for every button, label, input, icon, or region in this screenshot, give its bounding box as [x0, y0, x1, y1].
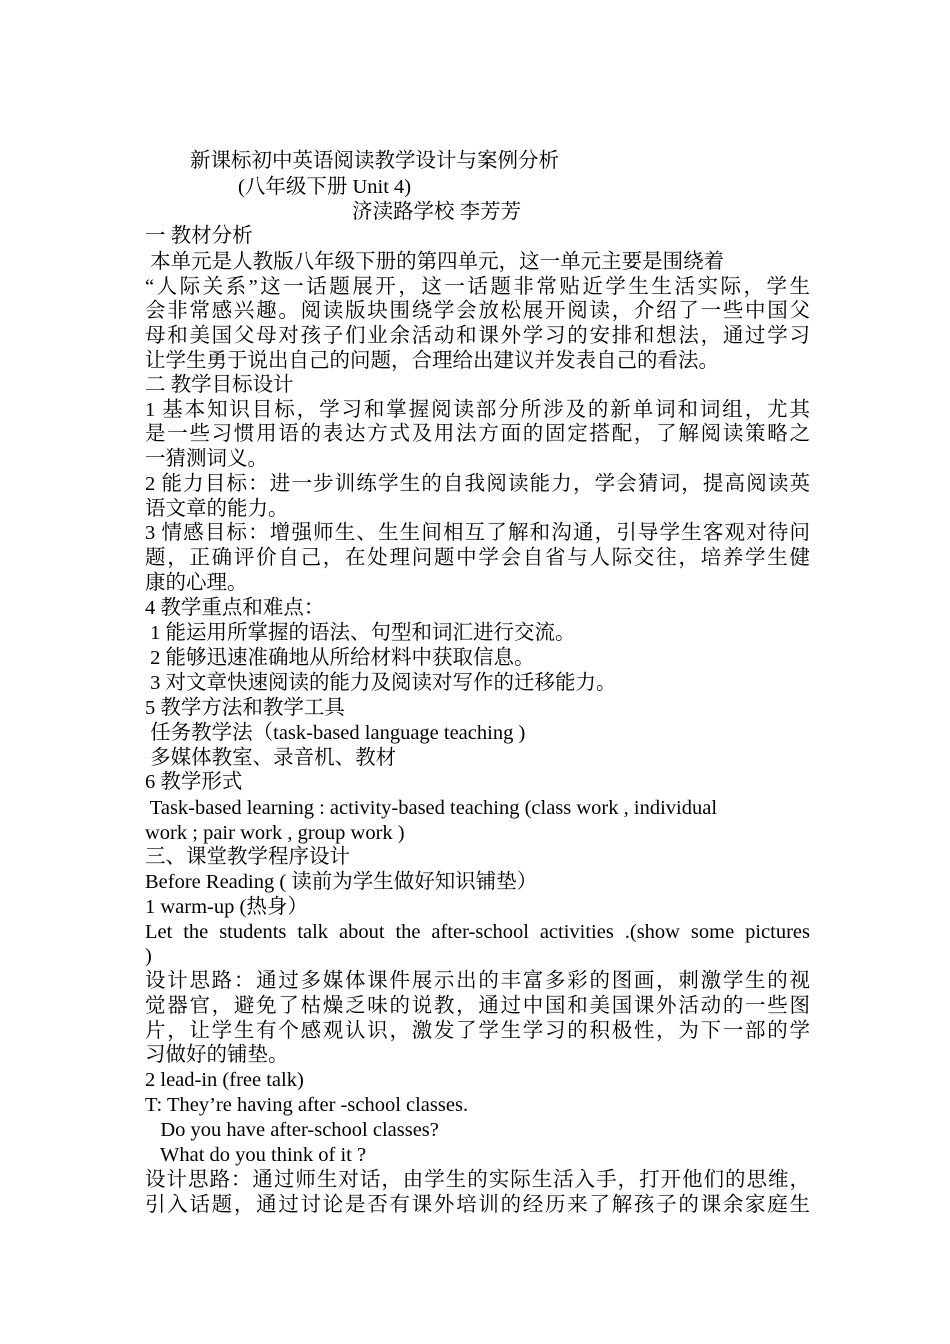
body-line: 任务教学法（task-based language teaching ) [145, 722, 526, 744]
body-line: 题，正确评价自己，在处理问题中学会自省与人际交往，培养学生健 [145, 547, 810, 569]
body-line: 多媒体教室、录音机、教材 [145, 747, 397, 769]
body-line: What do you think of it ? [145, 1144, 367, 1166]
body-line: 母和美国父母对孩子们业余活动和课外学习的安排和想法，通过学习 [145, 325, 810, 347]
body-line: 1 warm-up (热身） [145, 896, 308, 918]
body-line: ) [145, 945, 152, 967]
body-line: 是一些习惯用语的表达方式及用法方面的固定搭配，了解阅读策略之 [145, 423, 810, 445]
body-line: 三、课堂教学程序设计 [145, 846, 350, 868]
body-line: “人际关系”这一话题展开，这一话题非常贴近学生生活实际，学生 [145, 276, 810, 298]
body-line: work ; pair work , group work ) [145, 822, 405, 844]
body-line: Before Reading ( 读前为学生做好知识铺垫） [145, 871, 538, 893]
body-line: 片，让学生有个感观认识，激发了学生学习的积极性，为下一部的学 [145, 1020, 810, 1042]
body-line: Let the students talk about the after-school activities .(show some pictures [145, 921, 810, 943]
body-line: 1 基本知识目标，学习和掌握阅读部分所涉及的新单词和词组，尤其 [145, 399, 810, 421]
document-subtitle: (八年级下册 Unit 4) [238, 176, 412, 198]
body-line: 引入话题，通过讨论是否有课外培训的经历来了解孩子的课余家庭生 [145, 1194, 810, 1216]
body-line: 习做好的铺垫。 [145, 1044, 289, 1066]
body-line: 设计思路：通过多媒体课件展示出的丰富多彩的图画，刺激学生的视 [145, 970, 810, 992]
body-line: 2 能力目标：进一步训练学生的自我阅读能力，学会猜词，提高阅读英 [145, 473, 810, 495]
body-line: 一猜测词义。 [145, 448, 268, 470]
body-line: 2 能够迅速准确地从所给材料中获取信息。 [145, 647, 535, 669]
body-line: 2 lead-in (free talk) [145, 1069, 304, 1091]
body-line: 6 教学形式 [145, 771, 243, 793]
body-line: T: They’re having after -school classes. [145, 1094, 469, 1116]
body-line: Task-based learning : activity-based teaching (class work , individual [145, 797, 718, 819]
document-title: 新课标初中英语阅读教学设计与案例分析 [190, 150, 559, 172]
body-line: 4 教学重点和难点： [145, 597, 325, 619]
author-line: 济渎路学校 李芳芳 [352, 201, 522, 223]
body-line: 觉器官，避免了枯燥乏味的说教，通过中国和美国课外活动的一些图 [145, 995, 810, 1017]
body-line: Do you have after-school classes? [145, 1119, 439, 1141]
body-line: 让学生勇于说出自己的问题，合理给出建议并发表自己的看法。 [145, 350, 719, 372]
body-line: 康的心理。 [145, 572, 248, 594]
body-line: 设计思路：通过师生对话，由学生的实际生活入手，打开他们的思维， [145, 1169, 810, 1191]
body-line: 3 情感目标：增强师生、生生间相互了解和沟通，引导学生客观对待问 [145, 522, 810, 544]
body-line: 本单元是人教版八年级下册的第四单元，这一单元主要是围绕着 [145, 251, 725, 273]
body-line: 语文章的能力。 [145, 498, 289, 520]
body-line: 会非常感兴趣。阅读版块围绕学会放松展开阅读，介绍了一些中国父 [145, 300, 810, 322]
body-line: 二 教学目标设计 [145, 374, 294, 396]
body-line: 1 能运用所掌握的语法、句型和词汇进行交流。 [145, 622, 576, 644]
body-line: 一 教材分析 [145, 225, 253, 247]
body-line: 3 对文章快速阅读的能力及阅读对写作的迁移能力。 [145, 672, 617, 694]
body-line: 5 教学方法和教学工具 [145, 697, 345, 719]
